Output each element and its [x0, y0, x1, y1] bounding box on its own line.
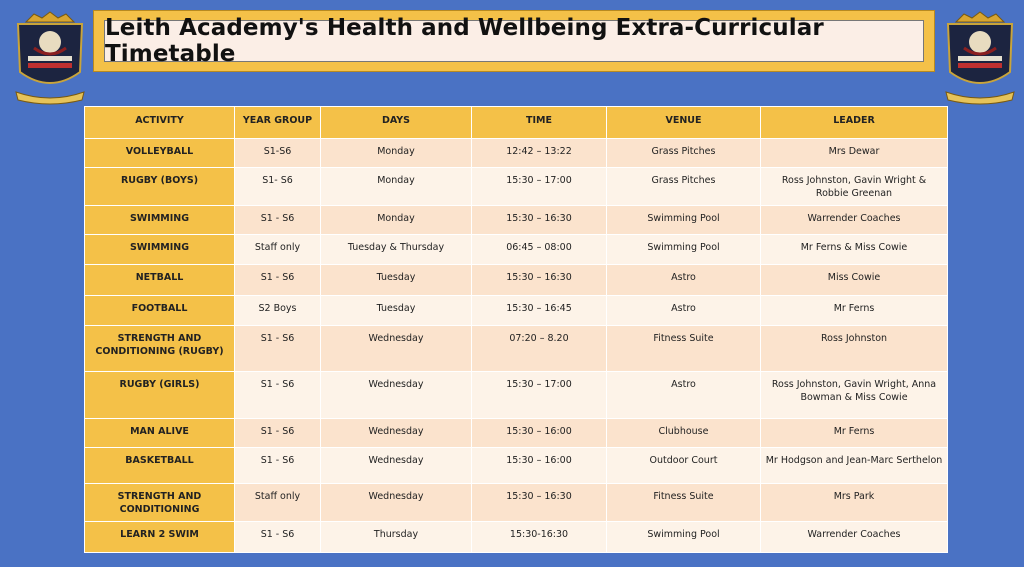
venue-cell: Swimming Pool — [607, 522, 761, 553]
activity-cell: LEARN 2 SWIM — [85, 522, 235, 553]
leader-cell: Ross Johnston — [761, 326, 948, 372]
school-crest-icon — [12, 8, 88, 108]
leader-cell: Mr Ferns & Miss Cowie — [761, 235, 948, 265]
header-row — [85, 107, 948, 139]
time-cell: 15:30 – 16:30 — [472, 265, 607, 296]
activity-cell: FOOTBALL — [85, 296, 235, 326]
page-title: Leith Academy's Health and Wellbeing Extra-Curricular Timetable — [105, 15, 824, 67]
venue-cell: Fitness Suite — [607, 484, 761, 522]
table-row — [85, 206, 948, 235]
year-group-cell: S1 - S6 — [235, 206, 321, 235]
days-cell: Monday — [321, 206, 472, 235]
table-row — [85, 265, 948, 296]
time-cell: 06:45 – 08:00 — [472, 235, 607, 265]
school-crest-icon — [942, 8, 1018, 108]
venue-cell: Astro — [607, 265, 761, 296]
leader-cell: Ross Johnston, Gavin Wright, Anna Bowman & Miss Cowie — [761, 372, 948, 419]
activity-cell: RUGBY (GIRLS) — [85, 372, 235, 419]
column-header-venue: VENUE — [607, 107, 761, 139]
table-row — [85, 139, 948, 168]
leader-cell: Mr Ferns — [761, 296, 948, 326]
days-cell: Tuesday — [321, 265, 472, 296]
leader-cell: Warrender Coaches — [761, 522, 948, 553]
time-cell: 12:42 – 13:22 — [472, 139, 607, 168]
venue-cell: Astro — [607, 296, 761, 326]
activity-cell: VOLLEYBALL — [85, 139, 235, 168]
title-banner — [93, 10, 935, 72]
venue-cell: Grass Pitches — [607, 168, 761, 206]
year-group-cell: S1 - S6 — [235, 522, 321, 553]
table-row — [85, 484, 948, 522]
venue-cell: Fitness Suite — [607, 326, 761, 372]
days-cell: Wednesday — [321, 448, 472, 484]
year-group-cell: Staff only — [235, 484, 321, 522]
days-cell: Thursday — [321, 522, 472, 553]
table-row — [85, 235, 948, 265]
venue-cell: Swimming Pool — [607, 206, 761, 235]
venue-cell: Swimming Pool — [607, 235, 761, 265]
column-header-activity: ACTIVITY — [85, 107, 235, 139]
days-cell: Tuesday — [321, 296, 472, 326]
venue-cell: Clubhouse — [607, 419, 761, 448]
year-group-cell: S2 Boys — [235, 296, 321, 326]
table-row — [85, 296, 948, 326]
days-cell: Tuesday & Thursday — [321, 235, 472, 265]
days-cell: Monday — [321, 139, 472, 168]
venue-cell: Outdoor Court — [607, 448, 761, 484]
time-cell: 15:30-16:30 — [472, 522, 607, 553]
days-cell: Wednesday — [321, 419, 472, 448]
time-cell: 07:20 – 8.20 — [472, 326, 607, 372]
time-cell: 15:30 – 16:30 — [472, 484, 607, 522]
activity-cell: STRENGTH AND CONDITIONING — [85, 484, 235, 522]
leader-cell: Mr Hodgson and Jean-Marc Serthelon — [761, 448, 948, 484]
leader-cell: Mr Ferns — [761, 419, 948, 448]
year-group-cell: S1 - S6 — [235, 448, 321, 484]
days-cell: Wednesday — [321, 326, 472, 372]
table-row — [85, 326, 948, 372]
column-header-days: DAYS — [321, 107, 472, 139]
activity-cell: RUGBY (BOYS) — [85, 168, 235, 206]
year-group-cell: S1 - S6 — [235, 265, 321, 296]
column-header-time: TIME — [472, 107, 607, 139]
table-row — [85, 419, 948, 448]
activity-cell: NETBALL — [85, 265, 235, 296]
title-box — [104, 15, 924, 67]
activity-cell: SWIMMING — [85, 206, 235, 235]
days-cell: Monday — [321, 168, 472, 206]
activity-cell: STRENGTH AND CONDITIONING (RUGBY) — [85, 326, 235, 372]
time-cell: 15:30 – 16:45 — [472, 296, 607, 326]
table-row — [85, 522, 948, 553]
activity-cell: SWIMMING — [85, 235, 235, 265]
time-cell: 15:30 – 17:00 — [472, 168, 607, 206]
time-cell: 15:30 – 16:30 — [472, 206, 607, 235]
leader-cell: Miss Cowie — [761, 265, 948, 296]
year-group-cell: S1-S6 — [235, 139, 321, 168]
time-cell: 15:30 – 17:00 — [472, 372, 607, 419]
table-row — [85, 168, 948, 206]
days-cell: Wednesday — [321, 372, 472, 419]
venue-cell: Astro — [607, 372, 761, 419]
leader-cell: Ross Johnston, Gavin Wright & Robbie Greenan — [761, 168, 948, 206]
year-group-cell: S1- S6 — [235, 168, 321, 206]
time-cell: 15:30 – 16:00 — [472, 419, 607, 448]
leader-cell: Mrs Park — [761, 484, 948, 522]
venue-cell: Grass Pitches — [607, 139, 761, 168]
activity-cell: MAN ALIVE — [85, 419, 235, 448]
year-group-cell: S1 - S6 — [235, 419, 321, 448]
timetable — [84, 106, 948, 553]
column-header-year-group: YEAR GROUP — [235, 107, 321, 139]
table-row — [85, 372, 948, 419]
column-header-leader: LEADER — [761, 107, 948, 139]
year-group-cell: Staff only — [235, 235, 321, 265]
leader-cell: Warrender Coaches — [761, 206, 948, 235]
activity-cell: BASKETBALL — [85, 448, 235, 484]
leader-cell: Mrs Dewar — [761, 139, 948, 168]
table-row — [85, 448, 948, 484]
days-cell: Wednesday — [321, 484, 472, 522]
year-group-cell: S1 - S6 — [235, 326, 321, 372]
year-group-cell: S1 - S6 — [235, 372, 321, 419]
time-cell: 15:30 – 16:00 — [472, 448, 607, 484]
